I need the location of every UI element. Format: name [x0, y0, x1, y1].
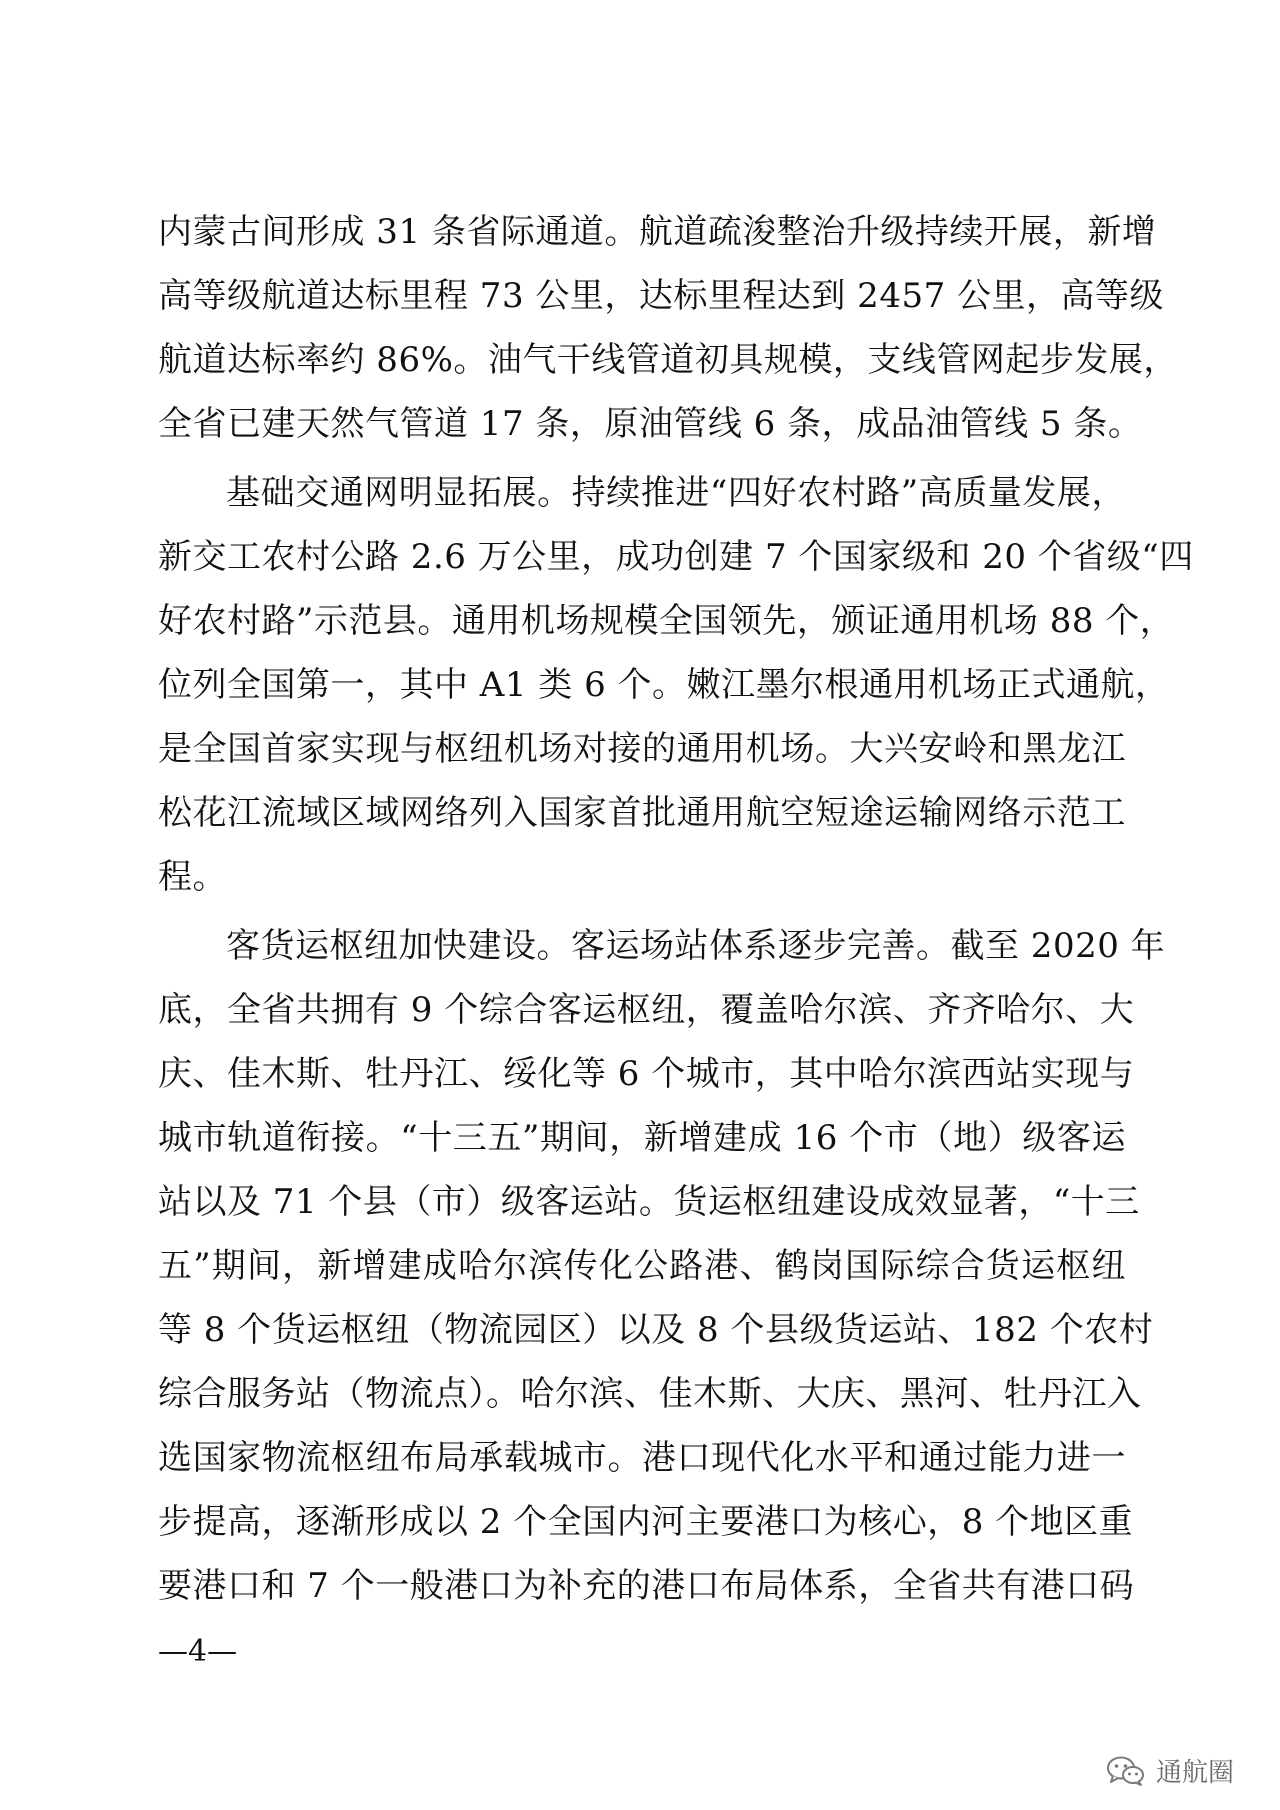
- paragraph-3: [158, 914, 1166, 1618]
- watermark-text: 通航圈: [1155, 1758, 1234, 1788]
- text-line: 内蒙古间形成 31 条省际通道。航道疏浚整治升级持续开展，新增: [158, 212, 1157, 252]
- text-line: 站以及 71 个县（市）级客运站。货运枢纽建设成效显著，“十三: [158, 1182, 1140, 1222]
- text-line: 庆、佳木斯、牡丹江、绥化等 6 个城市，其中哈尔滨西站实现与: [158, 1054, 1135, 1094]
- text-line: 城市轨道衔接。“十三五”期间，新增建成 16 个市（地）级客运: [158, 1118, 1126, 1158]
- text-line: 松花江流域区域网络列入国家首批通用航空短途运输网络示范工: [158, 793, 1126, 833]
- text-line: 等 8 个货运枢纽（物流园区）以及 8 个县级货运站、182 个农村: [158, 1310, 1154, 1350]
- text-line: 程。: [158, 857, 227, 897]
- text-line: 位列全国第一，其中 A1 类 6 个。嫩江墨尔根通用机场正式通航，: [158, 665, 1170, 705]
- text-line: 底，全省共拥有 9 个综合客运枢纽，覆盖哈尔滨、齐齐哈尔、大: [158, 990, 1135, 1030]
- text-line: 综合服务站（物流点）。哈尔滨、佳木斯、大庆、黑河、牡丹江入: [158, 1374, 1142, 1414]
- text-line: 要港口和 7 个一般港口为补充的港口布局体系，全省共有港口码: [158, 1566, 1135, 1606]
- text-line: 五”期间，新增建成哈尔滨传化公路港、鹤岗国际综合货运枢纽: [158, 1246, 1126, 1286]
- text-line: 航道达标率约 86%。油气干线管道初具规模，支线管网起步发展，: [158, 340, 1178, 380]
- text-line: 新交工农村公路 2.6 万公里，成功创建 7 个国家级和 20 个省级“四: [158, 537, 1194, 577]
- watermark: [1106, 1752, 1234, 1789]
- text-line: 全省已建天然气管道 17 条，原油管线 6 条，成品油管线 5 条。: [158, 404, 1143, 444]
- document-body: [158, 200, 1194, 1623]
- text-line: 好农村路”示范县。通用机场规模全国领先，颁证通用机场 88 个，: [158, 601, 1175, 641]
- wechat-icon: [1106, 1755, 1146, 1787]
- text-line: 是全国首家实现与枢纽机场对接的通用机场。大兴安岭和黑龙江: [158, 729, 1126, 769]
- text-line: 基础交通网明显拓展。持续推进“四好农村路”高质量发展，: [226, 473, 1126, 513]
- paragraph-2: [158, 461, 1194, 909]
- text-line: 选国家物流枢纽布局承载城市。港口现代化水平和通过能力进一: [158, 1438, 1126, 1478]
- text-line: 步提高，逐渐形成以 2 个全国内河主要港口为核心，8 个地区重: [158, 1502, 1134, 1542]
- text-line: 高等级航道达标里程 73 公里，达标里程达到 2457 公里，高等级: [158, 276, 1165, 316]
- paragraph-1: [158, 200, 1178, 456]
- text-line: 客货运枢纽加快建设。客运场站体系逐步完善。截至 2020 年: [226, 926, 1166, 966]
- page-number: —4—: [158, 1634, 238, 1669]
